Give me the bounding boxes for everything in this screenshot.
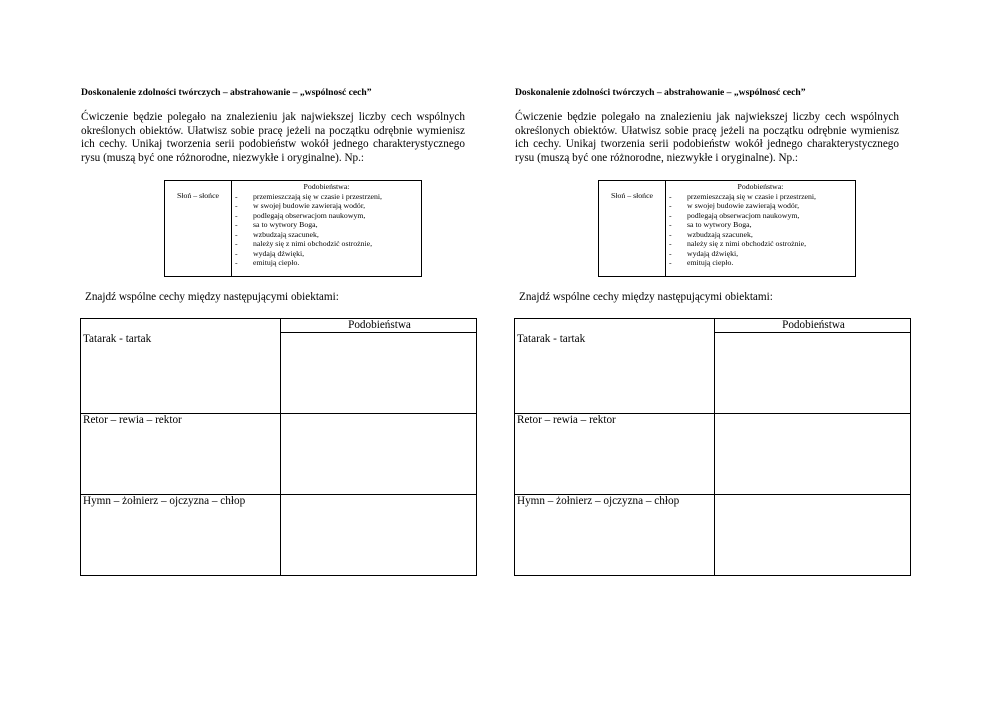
list-item: - w swojej budowie zawierają wodór, bbox=[235, 201, 366, 210]
example-table bbox=[164, 180, 422, 277]
answer-table bbox=[80, 318, 477, 576]
example-table bbox=[598, 180, 856, 277]
example-similarities-list bbox=[666, 192, 855, 268]
instructions-paragraph: Ćwiczenie będzie polegało na znalezieniu jak najwiekszej liczby cech wspólnych określonych obiektów. Ułatwisz sobie pracę jeżeli na początku odrębnie wymienisz ich cechy. Unikaj tworzenia serii podobieństw wokół jednego charakterystycznego rysu (muszą być one różnorodne, niezwykłe i oryginalne). Np.: bbox=[81, 111, 465, 164]
list-item: - wzbudzają szacunek, bbox=[669, 229, 753, 239]
row-label: Hymn – żołnierz – ojczyzna – chłop bbox=[515, 495, 715, 576]
list-item: - przemieszczają się w czasie i przestrzeni, bbox=[235, 191, 383, 201]
table-row bbox=[515, 414, 911, 495]
header-empty-cell bbox=[515, 319, 715, 333]
similarities-header: Podobieństwa bbox=[281, 319, 477, 333]
row-label: Retor – rewia – rektor bbox=[81, 414, 281, 495]
table-row bbox=[515, 333, 911, 414]
list-item: - wzbudzają szacunek, bbox=[235, 229, 319, 239]
answer-cell[interactable] bbox=[715, 414, 911, 495]
example-similarities-cell bbox=[666, 181, 856, 277]
instructions-paragraph: Ćwiczenie będzie polegało na znalezieniu jak najwiekszej liczby cech wspólnych określonych obiektów. Ułatwisz sobie pracę jeżeli na początku odrębnie wymienisz ich cechy. Unikaj tworzenia serii podobieństw wokół jednego charakterystycznego rysu (muszą być one różnorodne, niezwykłe i oryginalne). Np.: bbox=[515, 111, 899, 164]
row-label: Retor – rewia – rektor bbox=[515, 414, 715, 495]
list-item: - podlegają obserwacjom naukowym, bbox=[235, 210, 366, 220]
list-item: - należy się z nimi obchodzić ostrożnie, bbox=[235, 239, 373, 248]
answer-cell[interactable] bbox=[281, 495, 477, 576]
example-similarities-header: Podobieństwa: bbox=[737, 182, 784, 191]
list-item: - sa to wytwory Boga, bbox=[235, 220, 318, 229]
answer-cell[interactable] bbox=[281, 333, 477, 414]
list-item: - przemieszczają się w czasie i przestrzeni, bbox=[669, 191, 817, 201]
example-pair: Słoń – słońce bbox=[599, 181, 666, 277]
row-label: Hymn – żołnierz – ojczyzna – chłop bbox=[81, 495, 281, 576]
table-row bbox=[81, 414, 477, 495]
example-similarities-cell bbox=[232, 181, 422, 277]
example-similarities-list bbox=[232, 192, 421, 268]
answer-cell[interactable] bbox=[715, 495, 911, 576]
answer-table bbox=[514, 318, 911, 576]
row-label: Tatarak - tartak bbox=[515, 333, 715, 414]
header-empty-cell bbox=[81, 319, 281, 333]
table-row bbox=[515, 495, 911, 576]
task-instruction: Znajdź wspólne cechy między następującymi obiektami: bbox=[519, 291, 773, 303]
worksheet-title: Doskonalenie zdolności twórczych – abstrahowanie – „wspólnosć cech” bbox=[81, 87, 372, 98]
example-similarities-header: Podobieństwa: bbox=[303, 182, 350, 191]
list-item: - należy się z nimi obchodzić ostrożnie, bbox=[669, 239, 807, 248]
list-item: - wydają dźwięki, bbox=[669, 248, 739, 258]
example-pair: Słoń – słońce bbox=[165, 181, 232, 277]
list-item: - podlegają obserwacjom naukowym, bbox=[669, 210, 800, 220]
list-item: - sa to wytwory Boga, bbox=[669, 220, 752, 229]
table-row bbox=[81, 333, 477, 414]
task-instruction: Znajdź wspólne cechy między następującymi obiektami: bbox=[85, 291, 339, 303]
answer-cell[interactable] bbox=[715, 333, 911, 414]
list-item: - emitują ciepło. bbox=[235, 258, 300, 267]
answer-cell[interactable] bbox=[281, 414, 477, 495]
worksheet-title: Doskonalenie zdolności twórczych – abstrahowanie – „wspólnosć cech” bbox=[515, 87, 806, 98]
similarities-header: Podobieństwa bbox=[715, 319, 911, 333]
row-label: Tatarak - tartak bbox=[81, 333, 281, 414]
table-row bbox=[81, 495, 477, 576]
list-item: - emitują ciepło. bbox=[669, 258, 734, 267]
list-item: - wydają dźwięki, bbox=[235, 248, 305, 258]
list-item: - w swojej budowie zawierają wodór, bbox=[669, 201, 800, 210]
